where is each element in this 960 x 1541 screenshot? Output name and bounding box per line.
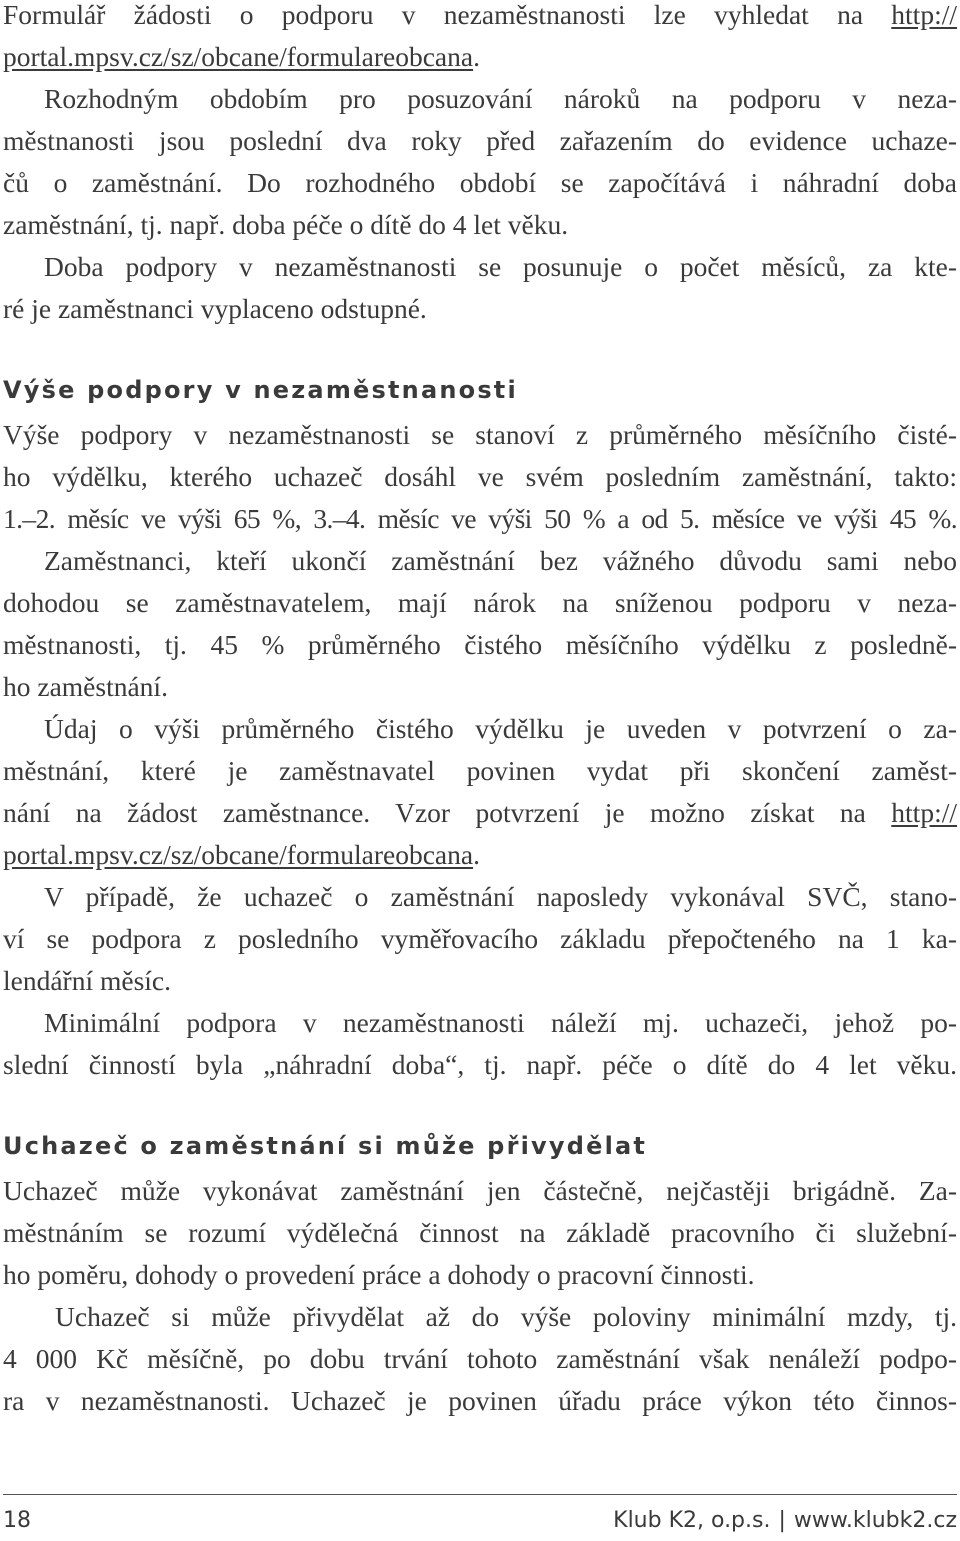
text-line: Uchazeč může vykonávat zaměstnání jen částečně, nejčastěji brigádně. Za- (3, 1175, 957, 1206)
text-line: Zaměstnanci, kteří ukončí zaměstnání bez vážného důvodu sami nebo (44, 545, 957, 576)
footer-divider (3, 1494, 957, 1495)
text-line: Údaj o výši průměrného čistého výdělku je uveden v potvrzení o za- (44, 713, 957, 744)
text-line (3, 36, 957, 78)
text-line: Minimální podpora v nezaměstnanosti náleží mj. uchazeči, jehož po- (44, 1007, 957, 1038)
form-link[interactable]: http:// (891, 797, 957, 828)
text-line: ho poměru, dohody o provedení práce a dohody o pracovní činnosti. (3, 1259, 755, 1290)
text-line: Rozhodným obdobím pro posuzování nároků na podporu v neza- (44, 83, 957, 114)
text-line: lendářní měsíc. (3, 965, 171, 996)
text-line: čů o zaměstnání. Do rozhodného období se započítává i náhradní doba (3, 167, 957, 198)
form-link[interactable]: portal.mpsv.cz/sz/obcane/formulareobcana (3, 41, 474, 72)
text-line: ví se podpora z posledního vyměřovacího základu přepočteného na 1 ka- (3, 923, 957, 954)
text-line: slední činností byla „náhradní doba“, tj. např. péče o dítě do 4 let věku. (3, 1049, 957, 1080)
form-link[interactable]: portal.mpsv.cz/sz/obcane/formulareobcana (3, 839, 474, 870)
text-line: Uchazeč si může přivydělat až do výše poloviny minimální mzdy, tj. (55, 1301, 957, 1332)
text-line: městnání, které je zaměstnavatel povinen vydat při skončení zaměst- (3, 755, 957, 786)
text-span: . (473, 41, 480, 72)
text-line: ho zaměstnání. (3, 671, 168, 702)
text-line: 1.–2. měsíc ve výši 65 %, 3.–4. měsíc ve výši 50 % a od 5. měsíce ve výši 45 %. (3, 503, 957, 534)
text-line: V případě, že uchazeč o zaměstnání naposledy vykonával SVČ, stano- (44, 881, 957, 912)
text-line: Výše podpory v nezaměstnanosti se stanoví z průměrného měsíčního čisté- (3, 419, 957, 450)
text-line: městnáním se rozumí výdělečná činnost na základě pracovního či služební- (3, 1217, 957, 1248)
text-span: nání na žádost zaměstnance. Vzor potvrzení je možno získat na (3, 797, 892, 828)
website-link[interactable]: www.klubk2.cz (793, 1508, 957, 1533)
text-line (3, 0, 957, 36)
text-line: dohodou se zaměstnavatelem, mají nárok na sníženou podporu v neza- (3, 587, 957, 618)
section-heading: Uchazeč o zaměstnání si může přivydělat (3, 1132, 648, 1160)
text-line: Doba podpory v nezaměstnanosti se posunuje o počet měsíců, za kte- (44, 251, 957, 282)
page-number: 18 (3, 1508, 31, 1533)
text-line (3, 792, 957, 834)
text-line: ré je zaměstnanci vyplaceno odstupné. (3, 293, 427, 324)
publisher-name: Klub K2, o.p.s. (613, 1508, 771, 1533)
text-line: městnanosti, tj. 45 % průměrného čistého měsíčního výdělku z posledně- (3, 629, 957, 660)
text-line (3, 834, 957, 876)
form-link[interactable]: http:// (891, 0, 957, 30)
footer-credits (613, 1508, 957, 1533)
text-line: městnanosti jsou poslední dva roky před zařazením do evidence uchaze- (3, 125, 957, 156)
text-line: ho výdělku, kterého uchazeč dosáhl ve svém posledním zaměstnání, takto: (3, 461, 957, 492)
text-span: . (473, 839, 480, 870)
text-span: Formulář žádosti o podporu v nezaměstnanosti lze vyhledat na (3, 0, 892, 30)
section-heading: Výše podpory v nezaměstnanosti (3, 376, 518, 404)
text-line: zaměstnání, tj. např. doba péče o dítě do 4 let věku. (3, 209, 569, 240)
text-line: 4 000 Kč měsíčně, po dobu trvání tohoto zaměstnání však nenáleží podpo- (3, 1343, 957, 1374)
text-line: ra v nezaměstnanosti. Uchazeč je povinen úřadu práce výkon této činnos- (3, 1385, 957, 1416)
footer-separator: | (778, 1508, 786, 1533)
